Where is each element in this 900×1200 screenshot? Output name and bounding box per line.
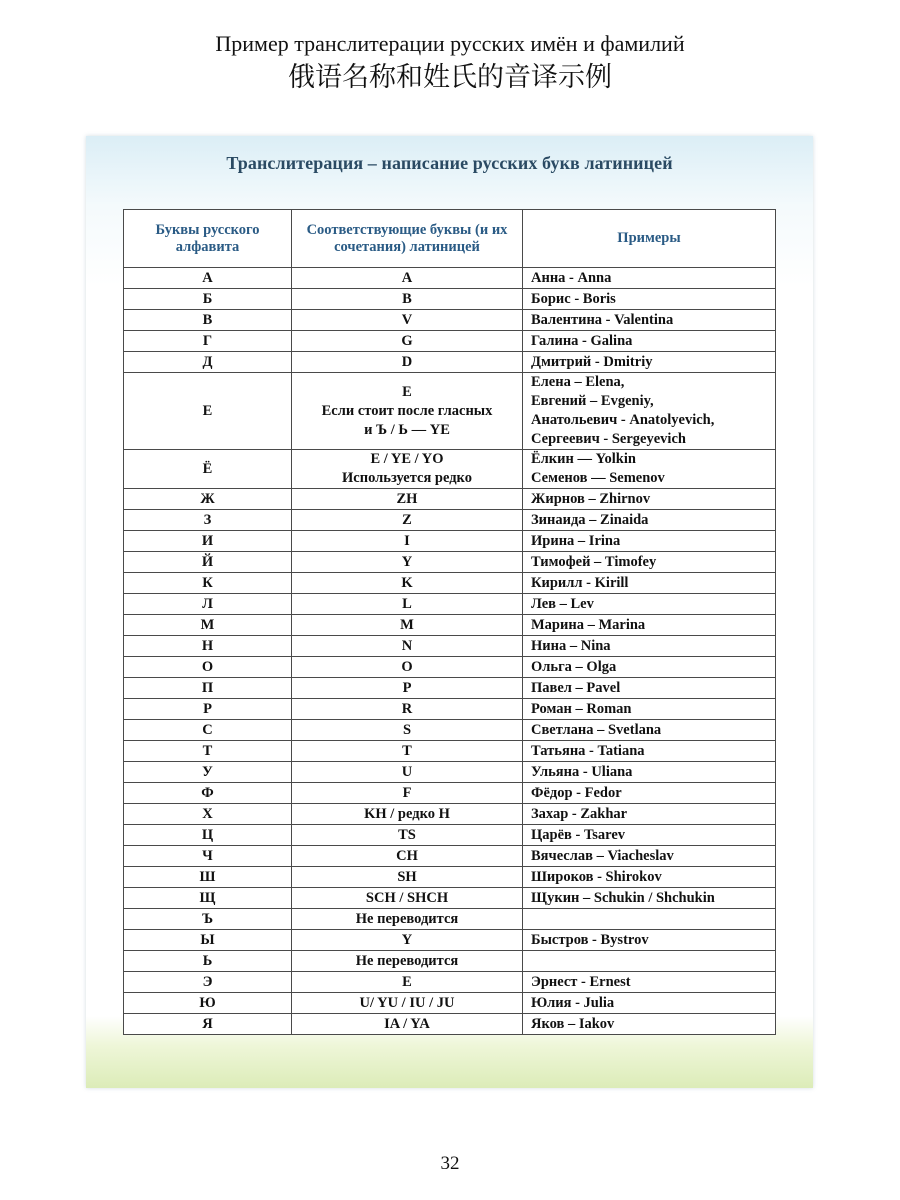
latin-equivalent-cell [292, 510, 523, 531]
example-cell [523, 289, 776, 310]
table-row [124, 331, 776, 352]
russian-letter-cell: Ъ [124, 909, 292, 930]
latin-line: Если стоит после гласных [321, 402, 493, 419]
table-row [124, 951, 776, 972]
latin-equivalent-cell [292, 762, 523, 783]
header-russian-letters: Буквы русского алфавита [124, 210, 292, 268]
example-cell [523, 699, 776, 720]
latin-line: U [401, 763, 413, 780]
example-line: Захар - Zakhar [531, 805, 628, 822]
example-line: Анатольевич - Anatolyevich, [531, 412, 715, 428]
example-line: Тимофей – Timofey [531, 553, 657, 570]
latin-equivalent-cell [292, 930, 523, 951]
example-line: Щукин – Schukin / Shchukin [531, 889, 715, 906]
russian-letter-cell: И [124, 531, 292, 552]
latin-line: T [402, 742, 412, 759]
latin-equivalent-cell [292, 741, 523, 762]
table-row [124, 804, 776, 825]
example-line: Ирина – Irina [531, 532, 621, 549]
latin-line: R [401, 700, 413, 717]
russian-letter-cell: Т [124, 741, 292, 762]
table-row [124, 699, 776, 720]
table-row [124, 594, 776, 615]
table-row [124, 510, 776, 531]
latin-equivalent-cell [292, 289, 523, 310]
latin-equivalent-cell [292, 678, 523, 699]
latin-line: U/ YU / IU / JU [359, 994, 455, 1011]
transliteration-table [123, 209, 776, 1035]
table-row [124, 888, 776, 909]
table-row [124, 846, 776, 867]
table-row [124, 762, 776, 783]
example-cell [523, 993, 776, 1014]
latin-equivalent-cell [292, 951, 523, 972]
table-body [124, 268, 776, 1035]
russian-letter-cell: М [124, 615, 292, 636]
example-line: Валентина - Valentina [531, 311, 674, 328]
latin-line: и Ъ / Ь — YE [364, 421, 450, 438]
latin-line: F [402, 784, 412, 801]
latin-line: M [400, 616, 414, 633]
latin-equivalent-cell [292, 804, 523, 825]
example-cell [523, 352, 776, 373]
example-line: Царёв - Tsarev [531, 826, 626, 843]
example-line: Ольга – Olga [531, 658, 617, 675]
slide-title: Транслитерация – написание русских букв латиницей [226, 153, 673, 173]
table-row [124, 972, 776, 993]
latin-line: P [402, 679, 412, 696]
russian-letter-cell: К [124, 573, 292, 594]
example-cell [523, 909, 776, 930]
example-line: Галина - Galina [531, 332, 633, 349]
latin-line: E / YE / YO [370, 451, 444, 467]
table-row [124, 720, 776, 741]
example-line: Лев – Lev [531, 595, 594, 612]
example-line: Нина – Nina [531, 637, 611, 654]
russian-letter-cell: Г [124, 331, 292, 352]
latin-line: V [401, 311, 413, 328]
russian-letter-cell: Ь [124, 951, 292, 972]
example-line: Юлия - Julia [531, 994, 615, 1011]
example-cell [523, 552, 776, 573]
russian-letter-cell: Е [124, 373, 292, 450]
latin-equivalent-cell [292, 331, 523, 352]
table-header-row [124, 210, 776, 268]
table-row [124, 993, 776, 1014]
latin-equivalent-cell [292, 846, 523, 867]
latin-equivalent-cell [292, 909, 523, 930]
latin-equivalent-cell [292, 268, 523, 289]
latin-equivalent-cell [292, 972, 523, 993]
example-cell [523, 573, 776, 594]
latin-equivalent-cell [292, 1014, 523, 1035]
example-line: Павел – Pavel [531, 679, 621, 696]
example-cell [523, 268, 776, 289]
latin-line: B [402, 290, 412, 307]
latin-equivalent-cell [292, 657, 523, 678]
table-row [124, 373, 776, 450]
latin-line: CH [396, 847, 418, 864]
latin-equivalent-cell [292, 531, 523, 552]
latin-equivalent-cell [292, 993, 523, 1014]
page-heading-chinese: 俄语名称和姓氏的音译示例 [288, 62, 612, 93]
example-cell [523, 1014, 776, 1035]
example-cell [523, 636, 776, 657]
latin-equivalent-cell [292, 825, 523, 846]
example-cell [523, 594, 776, 615]
latin-line: A [401, 269, 413, 286]
table-row [124, 289, 776, 310]
example-line: Роман – Roman [531, 700, 632, 717]
russian-letter-cell: Б [124, 289, 292, 310]
example-cell [523, 867, 776, 888]
latin-line: Y [401, 553, 413, 570]
russian-letter-cell: Ю [124, 993, 292, 1014]
page-heading-russian: Пример транслитерации русских имён и фамилий [215, 31, 685, 56]
table-row [124, 930, 776, 951]
russian-letter-cell: Ё [124, 450, 292, 489]
header-latin-letters: Соответствующие буквы (и их сочетания) латиницей [292, 210, 523, 268]
example-line: Кирилл - Kirill [531, 574, 629, 591]
latin-line: Не переводится [355, 910, 459, 927]
table-row [124, 909, 776, 930]
slide-image [86, 136, 813, 1088]
table-row [124, 741, 776, 762]
table-row [124, 352, 776, 373]
latin-line: G [401, 332, 413, 349]
example-cell [523, 657, 776, 678]
example-cell [523, 331, 776, 352]
example-cell [523, 720, 776, 741]
example-line: Евгений – Evgeniy, [531, 393, 654, 409]
russian-letter-cell: С [124, 720, 292, 741]
example-cell [523, 678, 776, 699]
example-line: Анна - Anna [531, 269, 612, 286]
latin-equivalent-cell [292, 699, 523, 720]
russian-letter-cell: Щ [124, 888, 292, 909]
latin-line: Используется редко [342, 470, 472, 486]
latin-equivalent-cell [292, 720, 523, 741]
latin-line: I [404, 532, 410, 549]
example-line: Светлана – Svetlana [531, 721, 662, 738]
latin-line: E [402, 973, 412, 990]
table-row [124, 678, 776, 699]
latin-equivalent-cell [292, 450, 523, 489]
example-line: Елена – Elena, [531, 374, 625, 390]
example-cell [523, 762, 776, 783]
russian-letter-cell: П [124, 678, 292, 699]
russian-letter-cell: Ч [124, 846, 292, 867]
page-number: 32 [440, 1153, 460, 1174]
table-row [124, 531, 776, 552]
example-line: Яков – Iakov [531, 1015, 615, 1032]
latin-line: E [402, 383, 412, 400]
example-cell [523, 450, 776, 489]
latin-line: Z [402, 511, 412, 528]
example-line: Татьяна - Tatiana [531, 742, 645, 759]
table-row [124, 489, 776, 510]
russian-letter-cell: Ш [124, 867, 292, 888]
latin-equivalent-cell [292, 552, 523, 573]
example-cell [523, 825, 776, 846]
example-cell [523, 930, 776, 951]
example-line: Эрнест - Ernest [531, 973, 631, 990]
russian-letter-cell: Ы [124, 930, 292, 951]
russian-letter-cell: Й [124, 552, 292, 573]
latin-equivalent-cell [292, 783, 523, 804]
russian-letter-cell: З [124, 510, 292, 531]
example-line: Вячеслав – Viacheslav [531, 847, 674, 864]
russian-letter-cell: Ц [124, 825, 292, 846]
latin-equivalent-cell [292, 489, 523, 510]
latin-equivalent-cell [292, 373, 523, 450]
latin-line: SH [397, 868, 417, 885]
latin-line: N [401, 637, 413, 654]
latin-line: SCH / SHCH [365, 889, 449, 906]
russian-letter-cell: Д [124, 352, 292, 373]
example-cell [523, 888, 776, 909]
table-row [124, 867, 776, 888]
latin-equivalent-cell [292, 310, 523, 331]
example-cell [523, 373, 776, 450]
table-row [124, 615, 776, 636]
latin-equivalent-cell [292, 867, 523, 888]
latin-line: ZH [396, 490, 418, 507]
latin-line: Y [401, 931, 413, 948]
example-line: Фёдор - Fedor [531, 784, 622, 801]
russian-letter-cell: Х [124, 804, 292, 825]
example-cell [523, 846, 776, 867]
table-row [124, 1014, 776, 1035]
latin-line: O [401, 658, 413, 675]
example-cell [523, 510, 776, 531]
russian-letter-cell: Э [124, 972, 292, 993]
russian-letter-cell: У [124, 762, 292, 783]
table-row [124, 825, 776, 846]
example-cell [523, 951, 776, 972]
russian-letter-cell: В [124, 310, 292, 331]
latin-line: L [402, 595, 412, 612]
example-line: Марина – Marina [531, 616, 646, 633]
latin-line: S [402, 721, 412, 738]
example-cell [523, 531, 776, 552]
example-line: Сергеевич - Sergeyevich [531, 431, 686, 447]
example-cell [523, 972, 776, 993]
russian-letter-cell: О [124, 657, 292, 678]
latin-equivalent-cell [292, 615, 523, 636]
latin-equivalent-cell [292, 888, 523, 909]
latin-line: TS [398, 826, 416, 843]
table-row [124, 573, 776, 594]
example-line: Жирнов – Zhirnov [531, 490, 651, 507]
russian-letter-cell: Р [124, 699, 292, 720]
example-cell [523, 783, 776, 804]
example-cell [523, 741, 776, 762]
table-row [124, 552, 776, 573]
latin-equivalent-cell [292, 573, 523, 594]
example-cell [523, 489, 776, 510]
table-row [124, 450, 776, 489]
header-examples: Примеры [523, 210, 776, 268]
example-line: Зинаида – Zinaida [531, 511, 649, 528]
example-line: Ульяна - Uliana [531, 763, 633, 780]
latin-line: Не переводится [355, 952, 459, 969]
latin-equivalent-cell [292, 352, 523, 373]
table-row [124, 636, 776, 657]
example-cell [523, 310, 776, 331]
example-line: Широков - Shirokov [531, 868, 662, 885]
russian-letter-cell: Л [124, 594, 292, 615]
example-line: Борис - Boris [531, 290, 616, 307]
russian-letter-cell: А [124, 268, 292, 289]
russian-letter-cell: Я [124, 1014, 292, 1035]
table-row [124, 657, 776, 678]
example-line: Дмитрий - Dmitriy [531, 353, 653, 370]
example-line: Быстров - Bystrov [531, 931, 649, 948]
example-cell [523, 804, 776, 825]
latin-equivalent-cell [292, 594, 523, 615]
example-line: Ёлкин — Yolkin [531, 451, 636, 467]
russian-letter-cell: Н [124, 636, 292, 657]
latin-line: K [401, 574, 413, 591]
table-row [124, 268, 776, 289]
table-row [124, 783, 776, 804]
latin-line: KH / редко H [364, 805, 450, 822]
latin-line: IA / YA [384, 1015, 430, 1032]
russian-letter-cell: Ж [124, 489, 292, 510]
russian-letter-cell: Ф [124, 783, 292, 804]
example-cell [523, 615, 776, 636]
table-row [124, 310, 776, 331]
latin-equivalent-cell [292, 636, 523, 657]
example-line: Семенов — Semenov [531, 470, 665, 486]
latin-line: D [401, 353, 413, 370]
